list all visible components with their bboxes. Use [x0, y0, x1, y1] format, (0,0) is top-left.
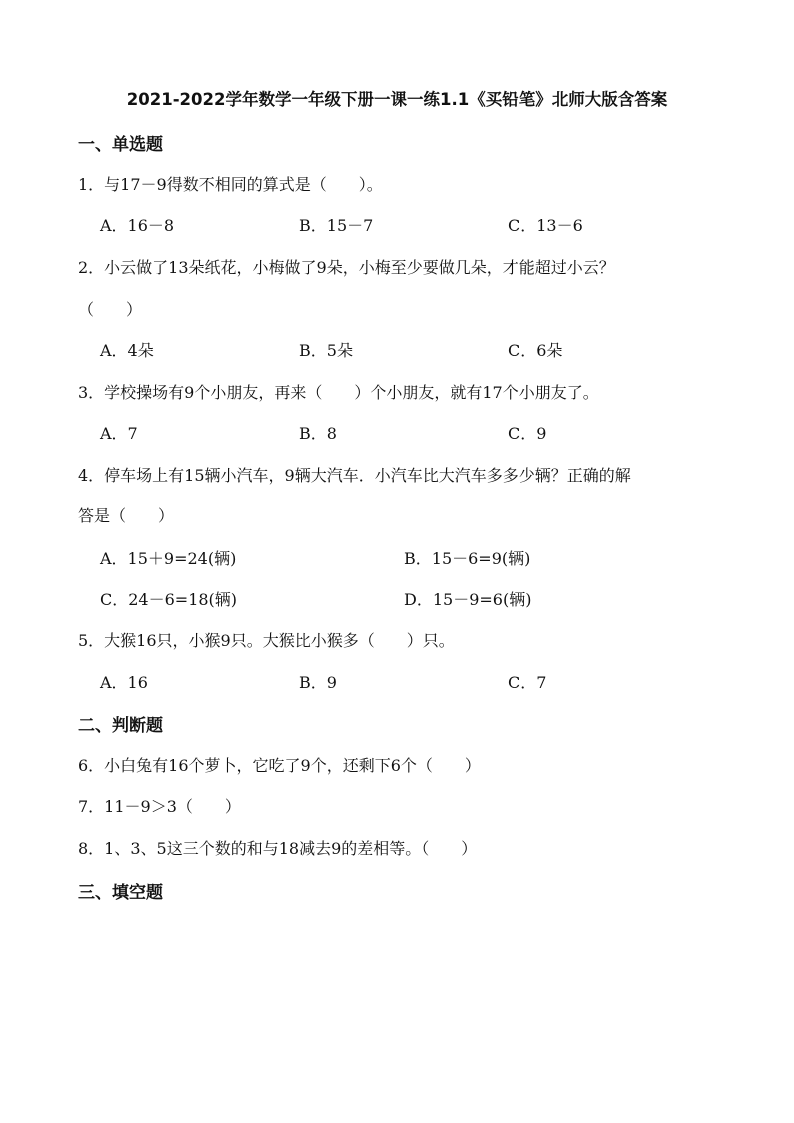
q4-option-d: D．15－9=6(辆): [404, 590, 532, 609]
q3-option-b: B．8: [299, 424, 337, 443]
question-8: 8．1、3、5这三个数的和与18减去9的差相等。（ ）: [78, 839, 478, 858]
question-4-continued: 答是（ ）: [78, 506, 175, 525]
question-5: 5．大猴16只，小猴9只。大猴比小猴多（ ）只。: [78, 631, 455, 650]
question-7: 7．11－9＞3（ ）: [78, 797, 241, 816]
document-title: 2021-2022学年数学一年级下册一课一练1.1《买铅笔》北师大版含答案: [126, 90, 668, 109]
q3-option-c: C．9: [508, 424, 547, 443]
q5-option-c: C．7: [508, 673, 547, 692]
section-heading-true-false: 二、判断题: [78, 716, 163, 736]
section-heading-fill-in: 三、填空题: [78, 883, 163, 903]
question-4: 4．停车场上有15辆小汽车，9辆大汽车．小汽车比大汽车多多少辆？正确的解: [78, 466, 631, 485]
q5-option-b: B．9: [299, 673, 337, 692]
q4-option-b: B．15－6=9(辆): [404, 549, 531, 568]
question-3: 3．学校操场有9个小朋友，再来（ ）个小朋友，就有17个小朋友了。: [78, 383, 599, 402]
question-2-continued: （ ）: [78, 300, 143, 319]
q4-option-c: C．24－6=18(辆): [100, 590, 238, 609]
question-6: 6．小白兔有16个萝卜，它吃了9个，还剩下6个（ ）: [78, 756, 481, 775]
q1-option-c: C．13－6: [508, 216, 583, 235]
q5-option-a: A．16: [100, 673, 148, 692]
q1-option-b: B．15－7: [299, 216, 374, 235]
section-heading-single-choice: 一、单选题: [78, 135, 163, 155]
question-1: 1．与17－9得数不相同的算式是（ ）。: [78, 175, 383, 194]
q2-option-c: C．6朵: [508, 341, 563, 360]
q3-option-a: A．7: [100, 424, 138, 443]
q1-option-a: A．16－8: [100, 216, 175, 235]
q4-option-a: A．15＋9=24(辆): [100, 549, 237, 568]
q2-option-a: A．4朵: [100, 341, 154, 360]
q2-option-b: B．5朵: [299, 341, 353, 360]
question-2: 2．小云做了13朵纸花，小梅做了9朵，小梅至少要做几朵，才能超过小云？: [78, 258, 615, 277]
